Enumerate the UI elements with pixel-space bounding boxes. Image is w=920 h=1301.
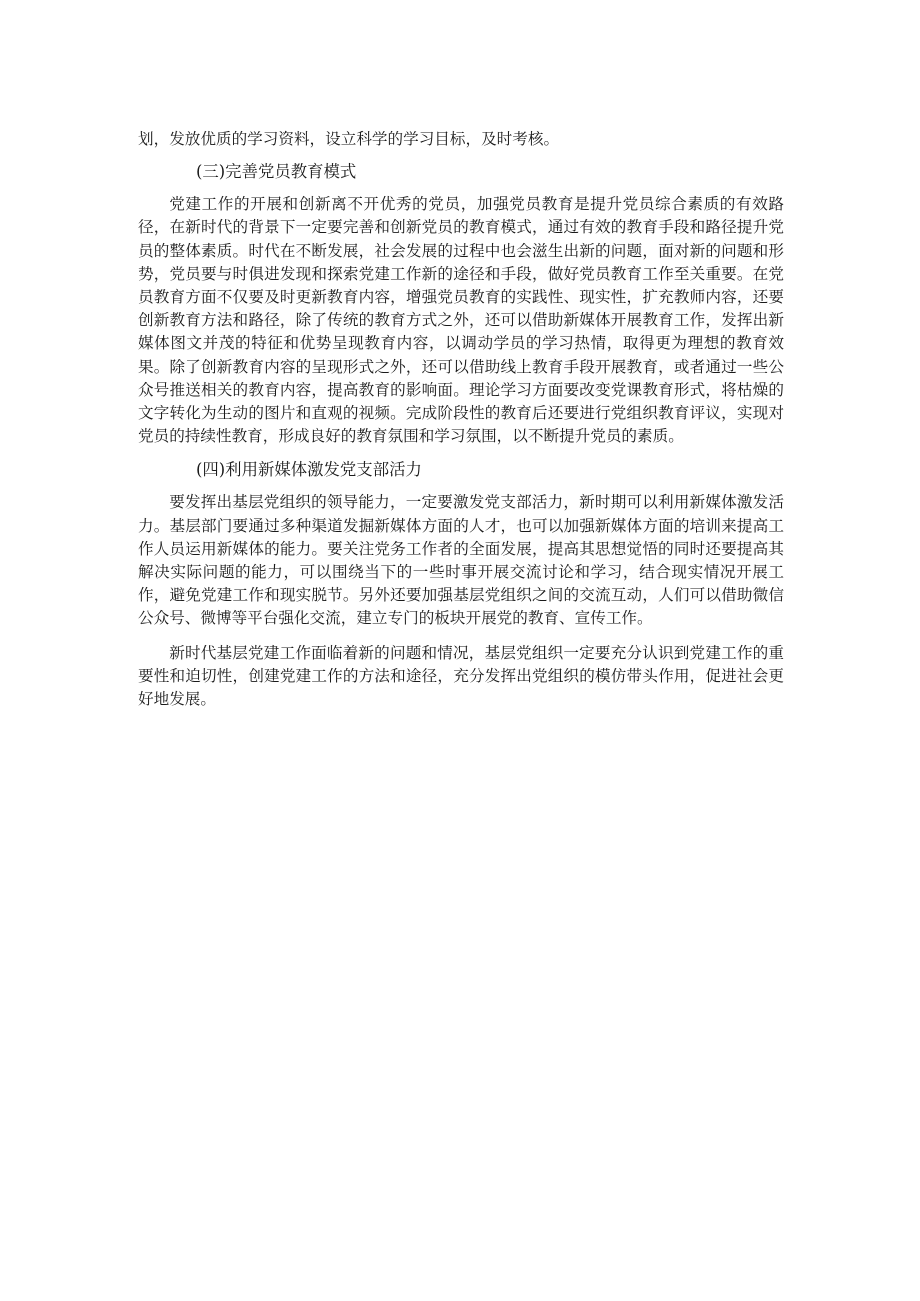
document-page [138, 128, 784, 711]
section-4-heading: (四)利用新媒体激发党支部活力 [196, 460, 422, 480]
section-3-heading: (三)完善党员教育模式 [196, 162, 357, 182]
section-3-body: 党建工作的开展和创新离不开优秀的党员，加强党员教育是提升党员综合素质的有效路径，在新时代的背景下一定要完善和创新党员的教育模式，通过有效的教育手段和路径提升党员的整体素质。时代在不断发展，社会发展的过程中也会滋生出新的问题，面对新的问题和形势，党员要与时俱进发现和探索党建工作新的途径和手段，做好党员教育工作至关重要。在党员教育方面不仅要及时更新教育内容，增强党员教育的实践性、现实性，扩充教师内容，还要创新教育方法和路径，除了传统的教育方式之外，还可以借助新媒体开展教育工作，发挥出新媒体图文并茂的特征和优势呈现教育内容，以调动学员的学习热情，取得更为理想的教育效果。除了创新教育内容的呈现形式之外，还可以借助线上教育手段开展教育，或者通过一些公众号推送相关的教育内容，提高教育的影响面。理论学习方面要改变党课教育形式，将枯燥的文字转化为生动的图片和直观的视频。完成阶段性的教育后还要进行党组织教育评议，实现对党员的持续性教育，形成良好的教育氛围和学习氛围，以不断提升党员的素质。 [138, 195, 784, 446]
section-4-body: 要发挥出基层党组织的领导能力，一定要激发党支部活力，新时期可以利用新媒体激发活力。基层部门要通过多种渠道发掘新媒体方面的人才，也可以加强新媒体方面的培训来提高工作人员运用新媒体的能力。要关注党务工作者的全面发展，提高其思想觉悟的同时还要提高其解决实际问题的能力，可以围绕当下的一些时事开展交流讨论和学习，结合现实情况开展工作，避免党建工作和现实脱节。另外还要加强基层党组织之间的交流互动，人们可以借助微信公众号、微博等平台强化交流，建立专门的板块开展党的教育、宣传工作。 [138, 493, 784, 628]
continuation-paragraph: 划，发放优质的学习资料，设立科学的学习目标，及时考核。 [138, 130, 560, 148]
conclusion-paragraph: 新时代基层党建工作面临着新的问题和情况，基层党组织一定要充分认识到党建工作的重要性和迫切性，创建党建工作的方法和途径，充分发挥出党组织的模仿带头作用，促进社会更好地发展。 [138, 643, 784, 709]
